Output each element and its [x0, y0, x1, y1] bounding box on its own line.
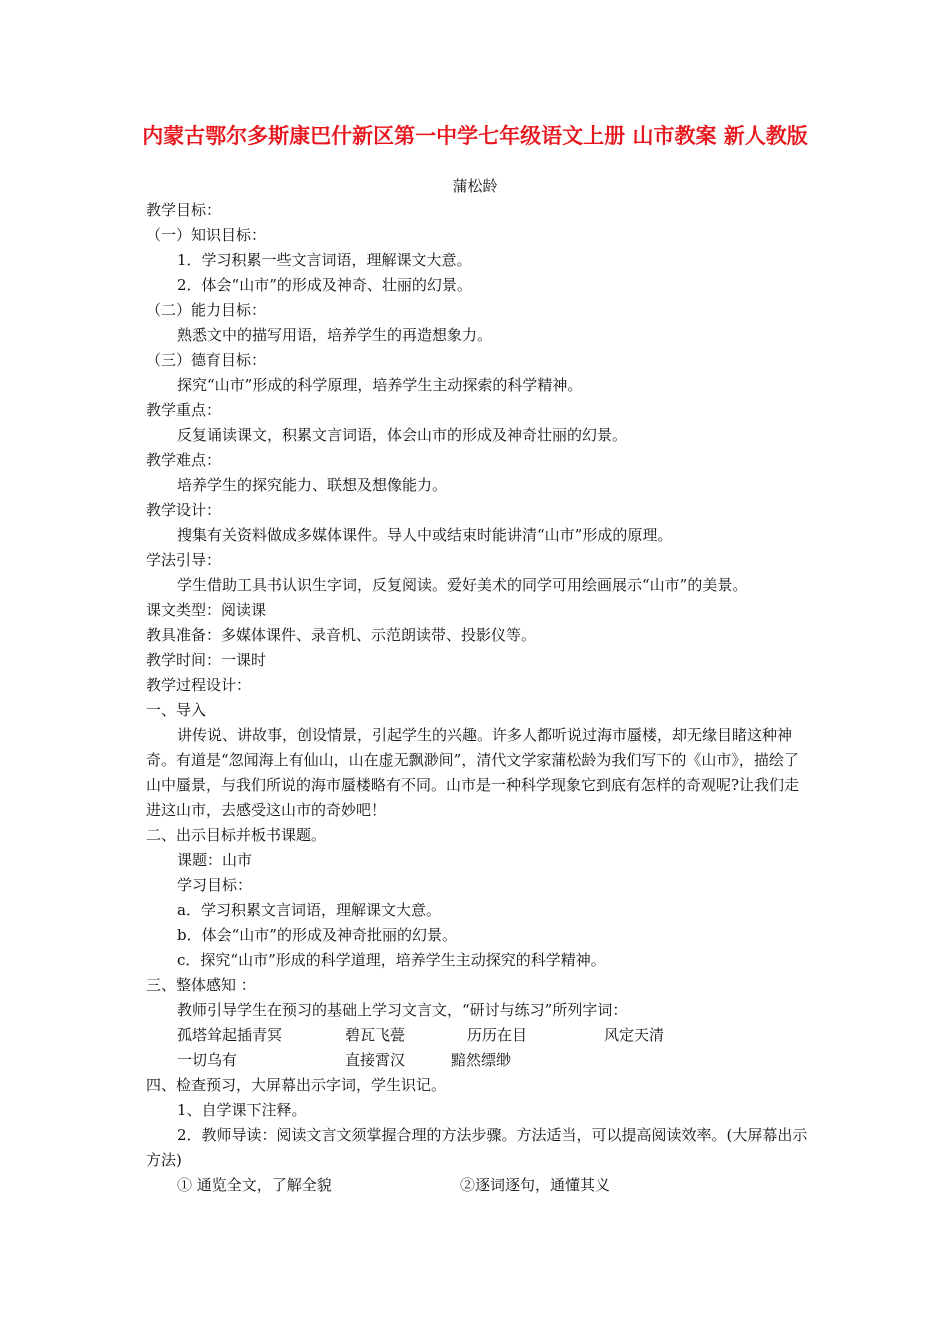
- text-line: 课文类型：阅读课: [146, 601, 267, 619]
- section-heading: 教学难点：: [146, 451, 222, 469]
- vocab-word: 孤塔耸起插青冥: [177, 1026, 283, 1044]
- text-line: 教师引导学生在预习的基础上学习文言文，“研讨与练习”所列字词：: [177, 1001, 628, 1019]
- text-line: c．探究“山市”形成的科学道理，培养学生主动探究的科学精神。: [177, 951, 606, 969]
- vocab-word: 黯然缥缈: [451, 1051, 512, 1069]
- vocab-word: 碧瓦飞甍: [345, 1026, 406, 1044]
- section-heading: 三、整体感知 ：: [146, 976, 256, 994]
- text-line: 教学时间：一课时: [146, 651, 267, 669]
- text-line: 熟悉文中的描写用语，培养学生的再造想象力。: [177, 326, 493, 344]
- text-line: 搜集有关资料做成多媒体课件。导人中或结束时能讲清“山市”形成的原理。: [177, 526, 673, 544]
- method-row: [146, 1173, 811, 1198]
- document-title: 内蒙古鄂尔多斯康巴什新区第一中学七年级语文上册 山市教案 新人教版: [142, 124, 808, 148]
- paragraph: 学生借助工具书认识生字词，反复阅读。爱好美术的同学可用绘画展示“山市”的美景。: [177, 576, 748, 594]
- author-name: 蒲松龄: [452, 177, 498, 195]
- text-line: 探究“山市”形成的科学原理，培养学生主动探索的科学精神。: [177, 376, 583, 394]
- paragraph: 2．教师导读：阅读文言文须掌握合理的方法步骤。方法适当，可以提高阅读效率。(大屏幕出示方法): [146, 1126, 808, 1169]
- section-heading: 教学设计：: [146, 501, 222, 519]
- vocab-word: 一切乌有: [177, 1051, 238, 1069]
- method-step: ① 通览全文，了解全貌: [177, 1176, 332, 1194]
- section-heading: 教学过程设计：: [146, 676, 252, 694]
- subsection-heading: （三）德育目标：: [146, 351, 267, 369]
- section-heading: 教学重点：: [146, 401, 222, 419]
- paragraph: 讲传说、讲故事，创设情景，引起学生的兴趣。许多人都听说过海市蜃楼，却无缘目睹这种神奇。有道是“忽闻海上有仙山，山在虚无飘渺间”，清代文学家蒲松龄为我们写下的《山市》，描绘了山中蜃景，与我们所说的海市蜃楼略有不同。山市是一种科学现象它到底有怎样的奇观呢?让我们走进这山市，去感受这山市的奇妙吧！: [146, 726, 800, 819]
- text-line: 2．体会“山市”的形成及神奇、壮丽的幻景。: [177, 276, 472, 294]
- text-line: 培养学生的探究能力、联想及想像能力。: [177, 476, 448, 494]
- text-line: 反复诵读课文，积累文言词语，体会山市的形成及神奇壮丽的幻景。: [177, 426, 628, 444]
- text-line: 教具准备：多媒体课件、录音机、示范朗读带、投影仪等。: [146, 626, 537, 644]
- vocab-row: [146, 1048, 811, 1073]
- text-line: 1、自学课下注释。: [177, 1101, 307, 1119]
- text-line: 课题：山市: [177, 851, 253, 869]
- text-line: b．体会“山市”的形成及神奇批丽的幻景。: [177, 926, 457, 944]
- section-heading: 二、出示目标并板书课题。: [146, 826, 327, 844]
- vocab-word: 历历在目: [467, 1026, 528, 1044]
- subsection-heading: （二）能力目标：: [146, 301, 267, 319]
- subsection-heading: （一）知识目标：: [146, 226, 267, 244]
- vocab-word: 直接霄汉: [345, 1051, 406, 1069]
- text-line: 学习目标：: [177, 876, 253, 894]
- text-line: 1．学习积累一些文言词语，理解课文大意。: [177, 251, 472, 269]
- section-heading: 教学目标：: [146, 201, 222, 219]
- vocab-row: [146, 1023, 811, 1048]
- section-heading: 一、导入: [146, 701, 207, 719]
- vocab-word: 风定天清: [604, 1026, 665, 1044]
- document-body: [146, 198, 811, 1198]
- text-line: a．学习积累文言词语，理解课文大意。: [177, 901, 441, 919]
- method-step: ②逐词逐句，通懂其义: [460, 1176, 611, 1194]
- section-heading: 学法引导：: [146, 551, 222, 569]
- section-heading: 四、检查预习，大屏幕出示字词，学生识记。: [146, 1076, 447, 1094]
